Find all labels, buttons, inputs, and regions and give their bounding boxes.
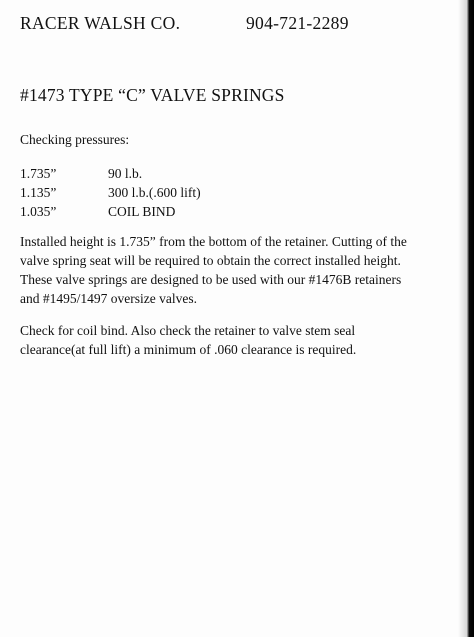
- paragraph-line: These valve springs are designed to be used with our #1476B retainers: [20, 272, 402, 287]
- pressure-table: [20, 164, 280, 221]
- page-edge-shadow: [458, 0, 474, 637]
- paragraph-line: valve spring seat will be required to obtain the correct installed height.: [20, 253, 401, 268]
- pressure-row: [20, 183, 280, 202]
- coil-bind-paragraph: [20, 321, 440, 359]
- document-title: #1473 TYPE “C” VALVE SPRINGS: [20, 85, 285, 105]
- checking-pressures-heading: Checking pressures:: [20, 132, 130, 147]
- paragraph-line: Installed height is 1.735” from the bottom of the retainer. Cutting of the: [20, 234, 407, 249]
- pressure-row: [20, 164, 280, 183]
- installation-paragraph: [20, 232, 440, 308]
- spring-length: 1.735”: [20, 166, 57, 181]
- spring-pressure: 90 l.b.: [108, 166, 143, 181]
- paragraph-line: clearance(at full lift) a minimum of .060 clearance is required.: [20, 342, 357, 357]
- paragraph-line: Check for coil bind. Also check the retainer to valve stem seal: [20, 323, 356, 338]
- spring-length: 1.035”: [20, 204, 57, 219]
- spring-pressure: 300 l.b.(.600 lift): [108, 185, 201, 200]
- spring-pressure: COIL BIND: [108, 204, 176, 219]
- paragraph-line: and #1495/1497 oversize valves.: [20, 291, 197, 306]
- company-name: RACER WALSH CO.: [20, 13, 181, 33]
- phone-number: 904-721-2289: [246, 13, 349, 33]
- spring-length: 1.135”: [20, 185, 57, 200]
- pressure-row: [20, 202, 280, 221]
